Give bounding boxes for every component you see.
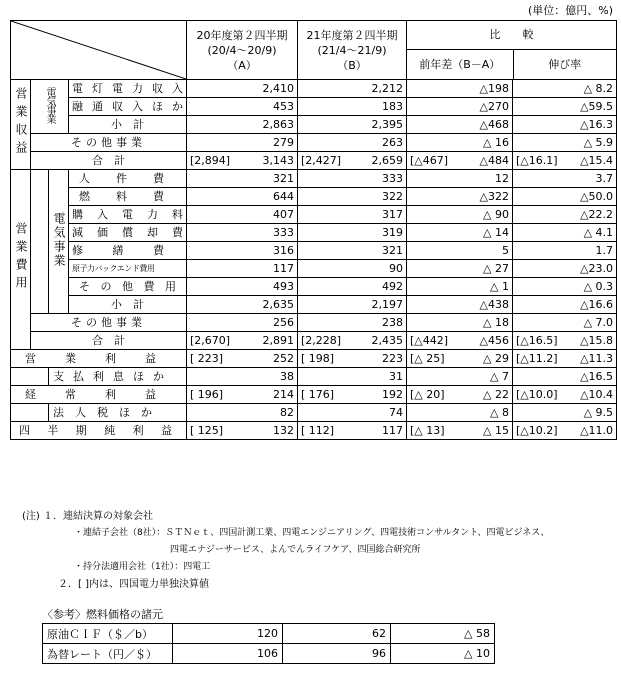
value-text: [ 223]: [190, 352, 224, 365]
table-cell: [407, 386, 513, 404]
value-cell: △ 14: [407, 224, 513, 242]
expense-group-label: [11, 170, 31, 350]
value-cell: △ 90: [407, 206, 513, 224]
value-text: [ 125]: [190, 424, 224, 437]
value-text: [2,427]: [301, 154, 342, 167]
value-text: 2,435: [371, 334, 403, 347]
note-5: ２．[ ]内は、四国電力単独決算値: [58, 579, 209, 590]
value-text: [△467]: [410, 154, 449, 167]
table-row: [11, 332, 617, 350]
row-label: その他事業: [31, 134, 187, 152]
value-text: [2,670]: [190, 334, 231, 347]
col-b-header: 21年度第２四半期 (21/4～21/9) （B）: [298, 21, 407, 80]
table-cell: [298, 422, 407, 440]
table-row: [11, 350, 617, 368]
value-cell: 2,197: [298, 296, 407, 314]
value-cell: 333: [298, 170, 407, 188]
compare-header: 比 較 前年差（B－A） 伸び率: [407, 21, 617, 80]
value-cell: 31: [298, 368, 407, 386]
table-row: [11, 242, 617, 260]
value-text: 214: [273, 388, 294, 401]
table-cell: [298, 386, 407, 404]
value-cell: 2,410: [187, 80, 298, 98]
value-cell: △ 58: [391, 624, 495, 644]
value-text: [ 112]: [301, 424, 335, 437]
value-cell: 493: [187, 278, 298, 296]
table-cell: [407, 422, 513, 440]
value-text: △15.4: [580, 154, 614, 167]
table-row: [11, 368, 617, 386]
row-label: 営業利益: [11, 350, 187, 368]
value-cell: 322: [298, 188, 407, 206]
note-4: ・持分法適用会社（1社）：四電工: [74, 562, 211, 572]
row-label: 購入電力料: [69, 206, 187, 224]
value-cell: 644: [187, 188, 298, 206]
value-cell: 5: [407, 242, 513, 260]
table-cell: [513, 350, 617, 368]
value-text: [△ 13]: [410, 424, 445, 437]
table-cell: [187, 350, 298, 368]
table-row: [11, 80, 617, 98]
row-label: 合 計: [31, 332, 187, 350]
table-cell: [298, 152, 407, 170]
value-cell: 279: [187, 134, 298, 152]
value-cell: △ 5.9: [513, 134, 617, 152]
value-text: [ 196]: [190, 388, 224, 401]
notes: [22, 508, 549, 593]
value-cell: 238: [298, 314, 407, 332]
value-text: 営業費用: [14, 221, 28, 294]
value-text: [△11.2]: [516, 352, 558, 365]
value-cell: △ 7.0: [513, 314, 617, 332]
value-text: 2,891: [262, 334, 294, 347]
table-row: [11, 314, 617, 332]
value-cell: 90: [298, 260, 407, 278]
value-text: 252: [273, 352, 294, 365]
revenue-group-label: [11, 80, 31, 170]
value-text: △15.8: [580, 334, 614, 347]
row-label: その他事業: [31, 314, 187, 332]
reference-title: 〈参考〉燃料価格の諸元: [42, 608, 163, 621]
value-cell: 74: [298, 404, 407, 422]
table-cell: [407, 332, 513, 350]
table-row: [11, 170, 617, 188]
value-cell: 106: [173, 644, 283, 664]
corner-cell: [11, 21, 187, 80]
value-cell: △270: [407, 98, 513, 116]
table-row: [11, 278, 617, 296]
note-3: 四電エナジーサービス、よんでんライフケア、四国総合研究所: [170, 545, 421, 555]
value-text: △ 15: [483, 424, 509, 437]
table-cell: [11, 404, 49, 422]
elec-revenue-label: [31, 80, 69, 134]
value-cell: 120: [173, 624, 283, 644]
row-label: 四半期純利益: [11, 422, 187, 440]
col-a-header: 20年度第２四半期 (20/4～20/9) （A）: [187, 21, 298, 80]
value-cell: 1.7: [513, 242, 617, 260]
row-label: 小 計: [69, 296, 187, 314]
table-row: [11, 224, 617, 242]
value-text: 営業収益: [14, 86, 28, 159]
table-cell: [513, 422, 617, 440]
value-text: [ 176]: [301, 388, 335, 401]
value-cell: 321: [187, 170, 298, 188]
value-text: △484: [479, 154, 509, 167]
value-cell: 2,212: [298, 80, 407, 98]
value-cell: 12: [407, 170, 513, 188]
value-cell: △16.3: [513, 116, 617, 134]
table-row: [11, 116, 617, 134]
value-cell: △ 18: [407, 314, 513, 332]
value-cell: 117: [187, 260, 298, 278]
reference-table: [42, 623, 495, 664]
value-text: [ 198]: [301, 352, 335, 365]
table-row: [11, 152, 617, 170]
value-text: 3,143: [262, 154, 294, 167]
row-label: 為替レート（円／＄）: [43, 644, 173, 664]
value-text: [△10.0]: [516, 388, 558, 401]
value-text: [△ 20]: [410, 388, 445, 401]
value-text: [△ 25]: [410, 352, 445, 365]
value-text: △10.4: [580, 388, 614, 401]
value-text: △ 22: [483, 388, 509, 401]
value-text: [△16.5]: [516, 334, 558, 347]
table-row: [11, 386, 617, 404]
value-text: 192: [382, 388, 403, 401]
table-cell: [187, 332, 298, 350]
value-cell: △ 1: [407, 278, 513, 296]
value-cell: 316: [187, 242, 298, 260]
financial-results-table: [10, 20, 617, 440]
value-cell: 62: [283, 624, 391, 644]
value-text: [△442]: [410, 334, 449, 347]
value-cell: 492: [298, 278, 407, 296]
row-label: 融通収入ほか: [69, 98, 187, 116]
value-cell: △ 10: [391, 644, 495, 664]
value-cell: △322: [407, 188, 513, 206]
table-cell: [187, 152, 298, 170]
value-text: △456: [479, 334, 509, 347]
value-cell: 256: [187, 314, 298, 332]
table-row: [43, 644, 495, 664]
value-cell: 3.7: [513, 170, 617, 188]
value-cell: △198: [407, 80, 513, 98]
value-cell: △ 8.2: [513, 80, 617, 98]
value-cell: △ 16: [407, 134, 513, 152]
value-text: △ 29: [483, 352, 509, 365]
row-label: 原油ＣＩＦ（＄／b）: [43, 624, 173, 644]
value-cell: 82: [187, 404, 298, 422]
row-label: 支払利息ほか: [49, 368, 187, 386]
value-text: 117: [382, 424, 403, 437]
table-cell: [298, 332, 407, 350]
value-cell: △22.2: [513, 206, 617, 224]
row-label: 人件費: [69, 170, 187, 188]
note-2: ・連結子会社（8社）：ＳＴＮｅｔ、四国計測工業、四電エンジニアリング、四電技術コンサルタント、四電ビジネス、: [74, 528, 550, 538]
value-cell: 321: [298, 242, 407, 260]
table-cell: [298, 350, 407, 368]
value-cell: 38: [187, 368, 298, 386]
table-cell: [11, 368, 49, 386]
value-cell: △ 27: [407, 260, 513, 278]
value-cell: 2,395: [298, 116, 407, 134]
value-text: 223: [382, 352, 403, 365]
table-row: [11, 98, 617, 116]
value-text: [△16.1]: [516, 154, 558, 167]
value-cell: 183: [298, 98, 407, 116]
value-text: △11.3: [580, 352, 614, 365]
value-cell: 263: [298, 134, 407, 152]
value-cell: △50.0: [513, 188, 617, 206]
value-cell: △ 7: [407, 368, 513, 386]
header-row: [11, 21, 617, 80]
table-row: [43, 624, 495, 644]
table-row: [11, 134, 617, 152]
value-cell: 319: [298, 224, 407, 242]
value-cell: △59.5: [513, 98, 617, 116]
table-cell: [407, 350, 513, 368]
value-cell: 333: [187, 224, 298, 242]
value-cell: 2,635: [187, 296, 298, 314]
value-text: [2,894]: [190, 154, 231, 167]
table-row: [11, 404, 617, 422]
row-label: 燃料費: [69, 188, 187, 206]
row-label: 減価償却費: [69, 224, 187, 242]
table-row: [11, 422, 617, 440]
table-cell: [513, 152, 617, 170]
value-cell: 407: [187, 206, 298, 224]
value-cell: △438: [407, 296, 513, 314]
value-cell: △16.5: [513, 368, 617, 386]
value-cell: 317: [298, 206, 407, 224]
row-label: 合 計: [31, 152, 187, 170]
value-text: 電気事業: [52, 211, 66, 268]
table-cell: [31, 170, 49, 314]
unit-label: (単位：億円、%): [527, 4, 613, 17]
value-text: △11.0: [580, 424, 614, 437]
table-row: [11, 296, 617, 314]
elec-expense-label: [49, 170, 69, 314]
value-cell: △ 4.1: [513, 224, 617, 242]
row-label: 法人税ほか: [49, 404, 187, 422]
value-cell: △ 0.3: [513, 278, 617, 296]
value-cell: 453: [187, 98, 298, 116]
row-label: 小 計: [69, 116, 187, 134]
value-cell: 96: [283, 644, 391, 664]
value-cell: △23.0: [513, 260, 617, 278]
row-label: その他費用: [69, 278, 187, 296]
value-text: 132: [273, 424, 294, 437]
value-text: [2,228]: [301, 334, 342, 347]
table-row: [11, 206, 617, 224]
value-text: 2,659: [371, 154, 403, 167]
value-cell: △ 8: [407, 404, 513, 422]
table-cell: [407, 152, 513, 170]
table-row: [11, 188, 617, 206]
row-label: 原子力バックエンド費用: [69, 260, 187, 278]
value-cell: △ 9.5: [513, 404, 617, 422]
note-1: (注) １．連結決算の対象会社: [22, 511, 153, 522]
table-cell: [513, 386, 617, 404]
value-text: 電気事業: [44, 86, 55, 123]
value-text: [△10.2]: [516, 424, 558, 437]
value-cell: △468: [407, 116, 513, 134]
table-row: [11, 260, 617, 278]
row-label: 修繕費: [69, 242, 187, 260]
row-label: 電灯電力収入: [69, 80, 187, 98]
value-cell: 2,863: [187, 116, 298, 134]
table-cell: [513, 332, 617, 350]
table-cell: [187, 422, 298, 440]
row-label: 経常利益: [11, 386, 187, 404]
table-cell: [187, 386, 298, 404]
value-cell: △16.6: [513, 296, 617, 314]
